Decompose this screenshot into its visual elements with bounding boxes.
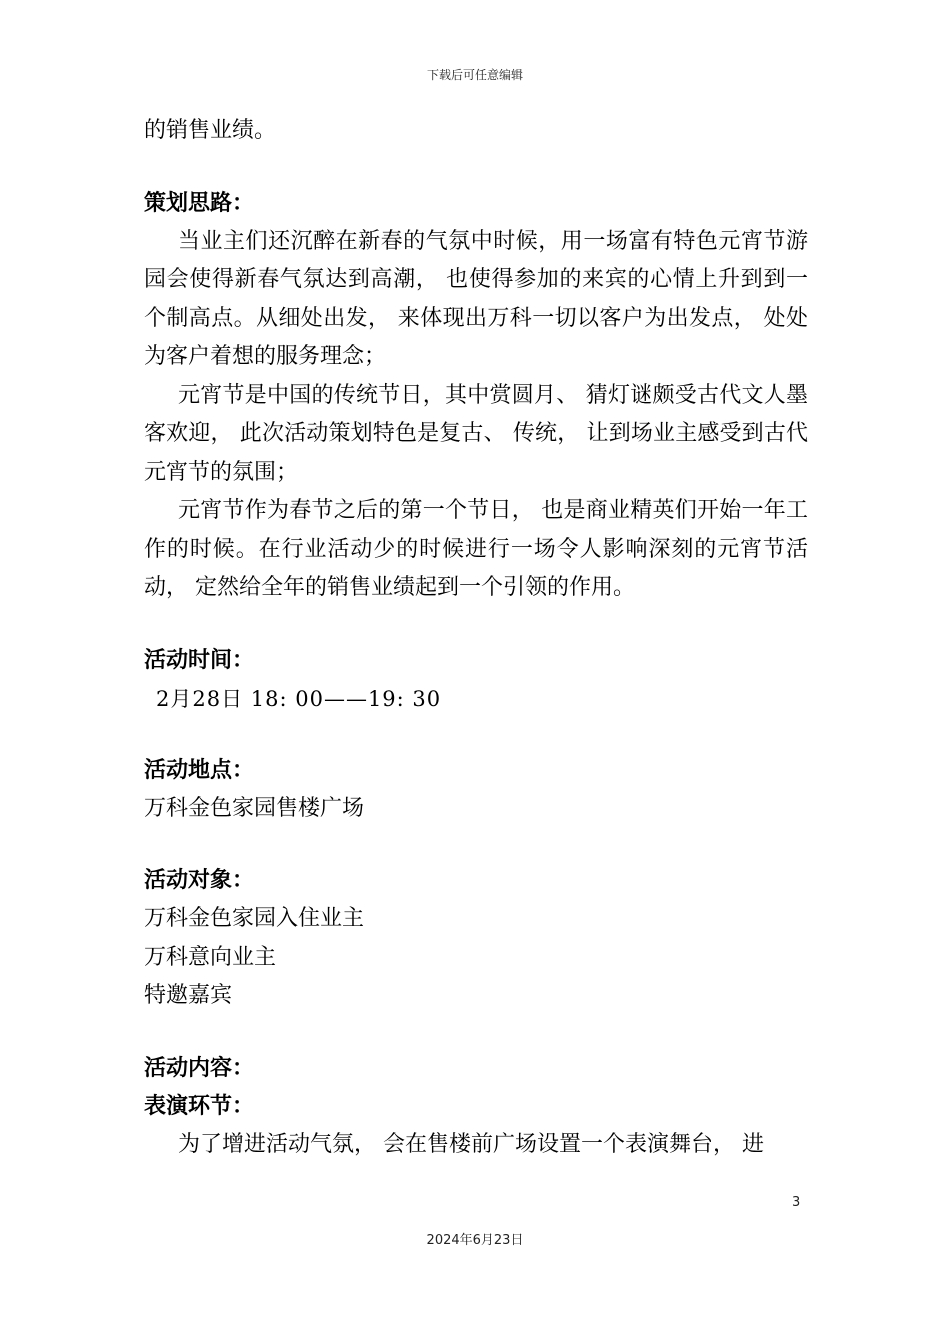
- header-note: 下载后可任意编辑: [426, 68, 523, 82]
- planning-paragraph-1: 当业主们还沉醉在新春的气氛中时候，用一场富有特色元宵节游园会使得新春气氛达到高潮， 也使得参加的来宾的心情上升到到一个制高点。从细处出发， 来体现出万科一切以客户为出发点， 处处为客户着想的服务理念；: [144, 228, 808, 369]
- planning-paragraph-3: 元宵节作为春节之后的第一个节日， 也是商业精英们开始一年工作的时候。在行业活动少的时候进行一场令人影响深刻的元宵节活动， 定然给全年的销售业绩起到一个引领的作用。: [144, 498, 808, 600]
- time-heading: 活动时间：: [144, 647, 255, 673]
- audience-item-1: 万科金色家园入住业主: [144, 906, 365, 931]
- document-body: [144, 112, 808, 1164]
- location-value: 万科金色家园售楼广场: [144, 795, 365, 821]
- intro-tail-text: 的销售业绩。: [144, 118, 277, 143]
- audience-heading: 活动对象：: [144, 868, 255, 893]
- location-heading: 活动地点：: [144, 757, 255, 783]
- planning-heading: 策划思路：: [144, 190, 255, 216]
- audience-item-2: 万科意向业主: [144, 944, 277, 970]
- page-number: 3: [792, 1195, 801, 1210]
- performance-paragraph: 为了增进活动气氛， 会在售楼前广场设置一个表演舞台， 进: [178, 1131, 764, 1157]
- audience-item-3: 特邀嘉宾: [144, 983, 233, 1008]
- footer-date: 2024年6月23日: [426, 1233, 524, 1248]
- performance-heading: 表演环节：: [144, 1093, 255, 1119]
- content-heading: 活动内容：: [144, 1055, 255, 1081]
- time-value: 2月28日 18: 00——19: 30: [156, 686, 442, 711]
- planning-paragraph-2: 元宵节是中国的传统节日，其中赏圆月、 猜灯谜颇受古代文人墨客欢迎， 此次活动策划特色是复古、 传统， 让到场业主感受到古代元宵节的氛围；: [144, 382, 808, 485]
